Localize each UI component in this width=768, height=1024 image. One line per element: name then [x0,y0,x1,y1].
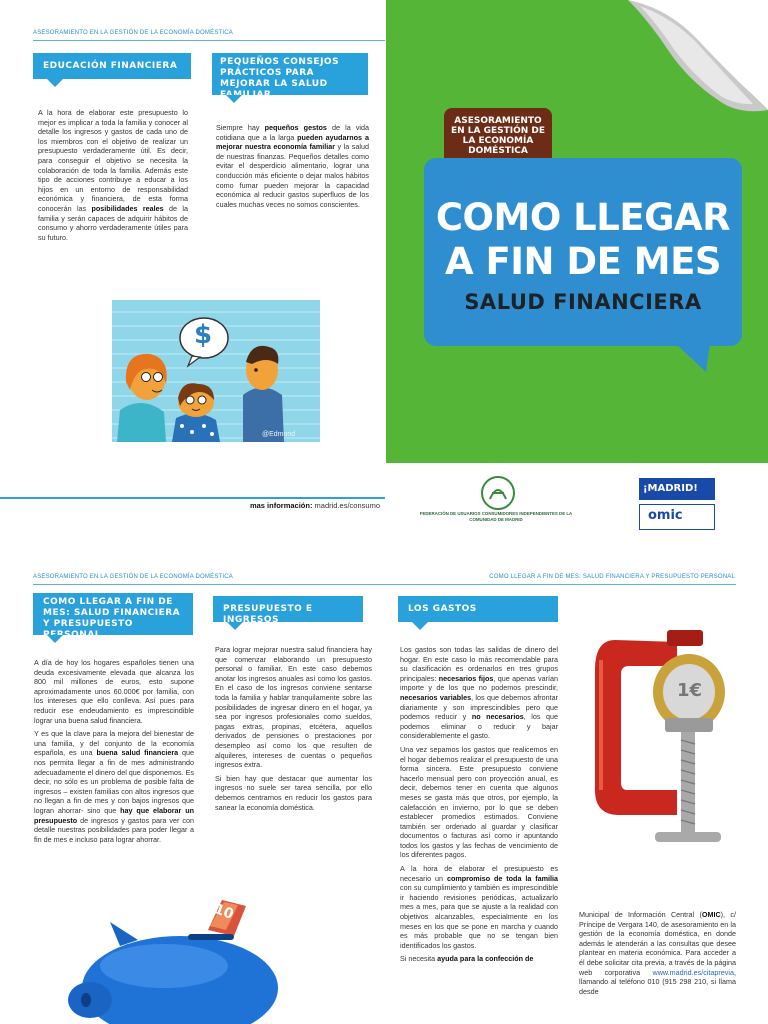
cover-big-bubble [424,158,742,346]
col1-title-text: COMO LLEGAR A FIN DE MES: SALUD FINANCIERA Y PRESUPUESTO PERSONAL [43,597,181,640]
federation-name: FEDERACIÓN DE USUARIOS CONSUMIDORES INDEPENDIENTES DE LA COMUNIDAD DE MADRID [419,511,573,522]
cover-title-line1: COMO LLEGAR [435,196,731,239]
piggy-bank-svg [60,896,300,1024]
col3-title-text: LOS GASTOS [408,604,477,614]
consejos-bold-2: pueden ayudarnos a mejorar nuestra economía familiar [216,132,369,152]
educacion-text-1: A la hora de elaborar este presupuesto lo mejor es implicar a toda la familia y conocer al detalle los ingresos y gastos de cada uno de los miembros con el objetivo de realizar un presupuesto verdaderamente útil. Es decir, para conseguir el objetivo se necesita la colaboración de toda la familia. Además este tipo de acciones contribuye a educar a los hijos en un entorno de responsabilidad económica y financiera, de esta forma conocerán las [38,108,188,213]
madrid-logo [639,478,715,500]
col3-p2: Una vez sepamos los gastos que realicemos en el hogar debemos realizar el presupuesto de una forma sincera. Este presupuesto conviene hacerlo mensual pero con proyección anual, es decir, debemos tener en cuenta que algunos meses se gasta más que otros, por ejemplo, la calefacción en invierno, por lo que se deben establecer promedios estimados. Conviene también ser ordenado al guardar y clasificar documentos o facturas así como ir apuntando todos los gastos y las fechas de vencimiento de los diferentes pagos. [400,744,558,860]
banknote-label: 10 [211,901,236,923]
page1-header-rule [33,40,385,41]
dollar-symbol: $ [194,320,213,350]
more-info [240,501,380,510]
consejos-title [212,53,368,100]
col1-p2: Y es que la clave para la mejora del bienestar de una familia, y del conjunto de la economía española, es una buena salud financiera que nos permita llegar a fin de mes administrando adecuadamente el dinero del que disponemos. Es decir, no sólo es un problema de posible falta de ingresos – existen familias con altos ingresos que no llegan a fin de mes y con bajos ingresos que logran ahorrar- sino que hay que elaborar un presupuesto de ingresos y gastos para ver con detalle nuestras posibilidades para poder llegar a fin de mes e incluso para lograr ahorrar. [34,729,195,844]
col2-title-text: PRESUPUESTO E INGRESOS [223,604,313,625]
cover-footer [386,463,768,543]
cover-page [386,0,768,543]
col1-body [34,658,194,848]
page1-header: ASESORAMIENTO EN LA GESTIÓN DE LA ECONOMÍA DOMÉSTICA [33,30,233,36]
educacion-title-text: EDUCACIÓN FINANCIERA [43,61,178,71]
consejos-text-1: Siempre hay [216,123,265,132]
coin-label: 1€ [677,680,703,701]
col2-body [215,645,372,816]
omic-logo-text: omic [648,508,683,523]
cover-subtitle: SALUD FINANCIERA [464,290,702,314]
page2-header-rule [33,584,736,585]
federation-logo-icon [480,475,516,511]
cita-previa-link[interactable]: www.madrid.es/citaprevia [652,967,734,977]
educacion-text-2: de la familia y serán capaces de adquirir hábitos de consumo y ahorro verdaderamente útiles para su futuro. [38,203,188,242]
illustration-credit: @Edmond [262,431,296,438]
consejos-body [216,123,369,213]
omic-logo [639,504,715,530]
cover-small-bubble-text: ASESORAMIENTO EN LA GESTIÓN DE LA ECONOMÍA DOMÉSTICA [450,116,546,156]
col1-title [33,593,193,640]
educacion-title [33,53,191,79]
page1-footer-rule [0,497,385,499]
madrid-logo-text: ¡MADRID! [643,483,698,494]
col3-title [398,596,558,622]
clamp-coin-svg [585,600,735,900]
more-info-label: mas información: [249,501,313,510]
page-curl [628,0,768,120]
big-bubble-tail [676,344,716,374]
consejos-text-3: y la salud de nuestras finanzas. Pequeños detalles como evitar el desperdicio alimentario, lograr una conducción más eficiente o dejar malos hábitos como fumar pueden mejorar la capacidad económica al reducir gastos superfluos de los cuales muchas veces no somos conscientes. [216,142,369,209]
col3-p3: A la hora de elaborar el presupuesto es necesario un compromiso de toda la familia con su cumplimiento y también es imprescindible ir haciendo revisiones periódicas, actualizarlo mes a mes, para que se ajuste a la realidad con objetivos alcanzables, especialmente en los meses en los que se pone en marcha y cuando es más probable que no se tengan bien identificados los gastos. [400,864,558,950]
family-illustration-svg [112,300,320,442]
col2-p2: Si bien hay que destacar que aumentar los ingresos no suele ser tarea sencilla, por ello debemos centrarnos en reducir los gastos para sanear la economía doméstica. [215,773,372,812]
family-illustration [112,300,320,442]
educacion-body [38,108,188,246]
col1-p1: A día de hoy los hogares españoles tienen una deuda excesivamente elevada que alcanza los 800 mil millones de euros, esto supone aproximadamente unos 60.000€ por familia, con los intereses que ello conlleva. Así pues para reducir ese endeudamiento es imprescindible lograr una buena salud financiera. [34,658,194,725]
consejos-title-text: PEQUEÑOS CONSEJOS PRÁCTICOS PARA MEJORAR LA SALUD FAMILIAR [220,57,340,100]
page2-header-right: COMO LLEGAR A FIN DE MES: SALUD FINANCIERA Y PRESUPUESTO PERSONAL [489,574,735,580]
col2-title [213,596,363,625]
piggy-bank-image [60,896,300,1024]
col4-body: Municipal de Información Central (OMIC), c/ Príncipe de Vergara 140, de asesoramiento en la gestión de la economía doméstica, en donde además le atenderán a las consultas que desee plantear en materia económica. Para acceder a él debe solicitar cita previa, a través de la página web corporativa www.madrid.es/citaprevia, llamando al teléfono 010 (915 298 210, si llama desde [579,910,736,996]
col3-body [400,645,558,1024]
more-info-link[interactable]: madrid.es/consumo [314,501,380,510]
page2-header-left: ASESORAMIENTO EN LA GESTIÓN DE LA ECONOMÍA DOMÉSTICA [33,574,233,580]
col3-p1: Los gastos son todas las salidas de dinero del hogar. En este caso lo más recomendable para su clasificación es ordenarlos en tres grupos principales: necesarios fijos, que apenas varían importe y de los que no podemos prescindir, necesarios variables, los que debemos afrontar diariamente y son imprescindibles pero que podemos reducir y no necesarios, los que podemos eliminar o reducir y bajar considerablemente el gasto. [400,645,558,741]
consejos-text-2: de la vida cotidiana que a la larga [216,123,370,142]
clamp-coin-image [585,600,735,900]
cover-title-line2: A FIN DE MES [444,240,722,283]
educacion-bold-1: posibilidades reales [91,203,164,213]
col2-p1: Para lograr mejorar nuestra salud financiera hay que comenzar elaborando un presupuesto personal o familiar. En este caso debemos anotar los ingresos anuales así como los gastos. En el caso de los ingresos conviene sentarse toda la familia y hablar tranquilamente sobre las posibilidades de ingresar dinero en el hogar, ya sea por ingresos profesionales como sueldos, pagas extras, propinas, etcétera, aquellos derivados de pensiones o prestaciones por desempleo así como los que resulten de alquileres, intereses de cuentas o pequeños ingresos extra. [215,645,372,770]
col3-p4: Si necesita ayuda para la confección de [400,954,534,964]
consejos-bold-1: pequeños gestos [264,123,327,132]
